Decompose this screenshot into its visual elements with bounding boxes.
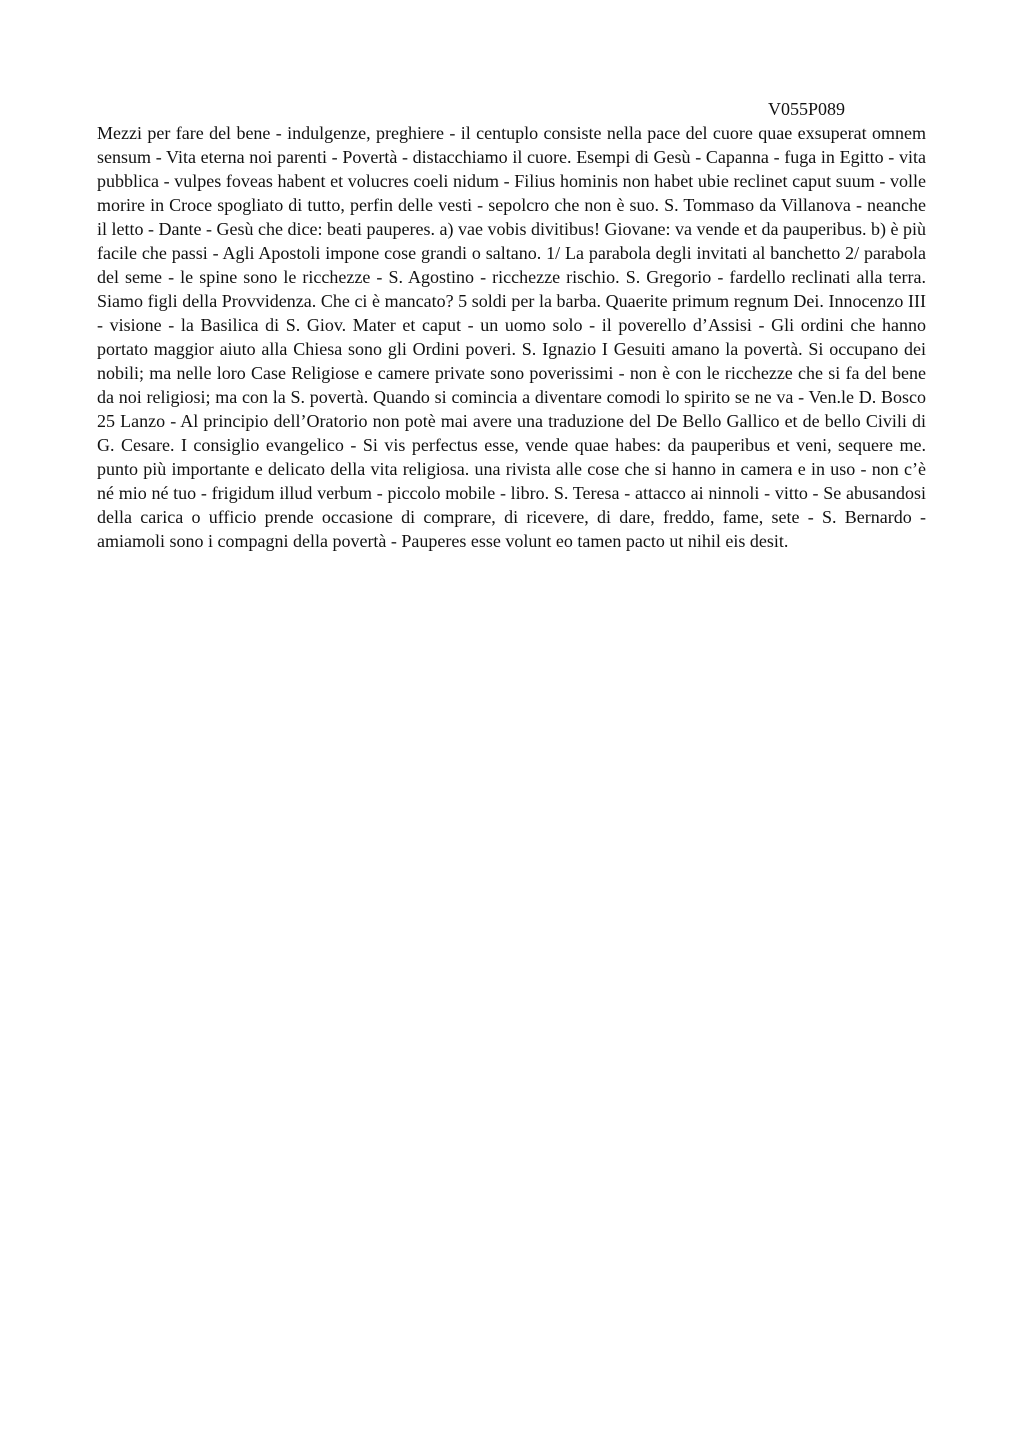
page-identifier: V055P089 [768,99,846,119]
body-paragraph: Mezzi per fare del bene - indulgenze, preghiere - il centuplo consiste nella pace del cuore quae exsuperat omnem sensum - Vita eterna noi parenti - Povertà - distacchiamo il cuore. Esempi di Gesù - Capanna - fuga in Egitto - vita pubblica - vulpes foveas habent et volucres coeli nidum - Filius hominis non habet ubie reclinet caput suum - volle morire in Croce spogliato di tutto, perfin delle vesti - sepolcro che non è suo. S. Tommaso da Villanova - neanche il letto - Dante - Gesù che dice: beati pauperes. a) vae vobis divitibus! Giovane: va vende et da pauperibus. b) è più facile che passi - Agli Apostoli impone cose grandi o saltano. 1/ La parabola degli invitati al banchetto 2/ parabola del seme - le spine sono le ricchezze - S. Agostino - ricchezze rischio. S. Gregorio - fardello reclinati alla terra. Siamo figli della Provvidenza. Che ci è mancato? 5 soldi per la barba. Quaerite primum regnum Dei. Innocenzo III - visione - la Basilica di S. Giov. Mater et caput - un uomo solo - il poverello d’Assisi - Gli ordini che hanno portato maggior aiuto alla Chiesa sono gli Ordini poveri. S. Ignazio I Gesuiti amano la povertà. Si occupano dei nobili; ma nelle loro Case Religiose e camere private sono poverissimi - non è con le ricchezze che si fa del bene da noi religiosi; ma con la S. povertà. Quando si comincia a diventare comodi lo spirito se ne va - Ven.le D. Bosco 25 Lanzo - Al principio dell’Oratorio non potè mai avere una traduzione del De Bello Gallico et de bello Civili di G. Cesare. I consiglio evangelico - Si vis perfectus esse, vende quae habes: da pauperibus et veni, sequere me. punto più importante e delicato della vita religiosa. una rivista alle cose che si hanno in camera e in uso - non c’è né mio né tuo - frigidum illud verbum - piccolo mobile - libro. S. Teresa - attacco ai ninnoli - vitto - Se abusandosi della carica o ufficio prende occasione di comprare, di ricevere, di dare, freddo, fame, sete - S. Bernardo - amiamoli sono i compagni della povertà - Pauperes esse volunt eo tamen pacto ut nihil eis desit. [97,123,926,551]
